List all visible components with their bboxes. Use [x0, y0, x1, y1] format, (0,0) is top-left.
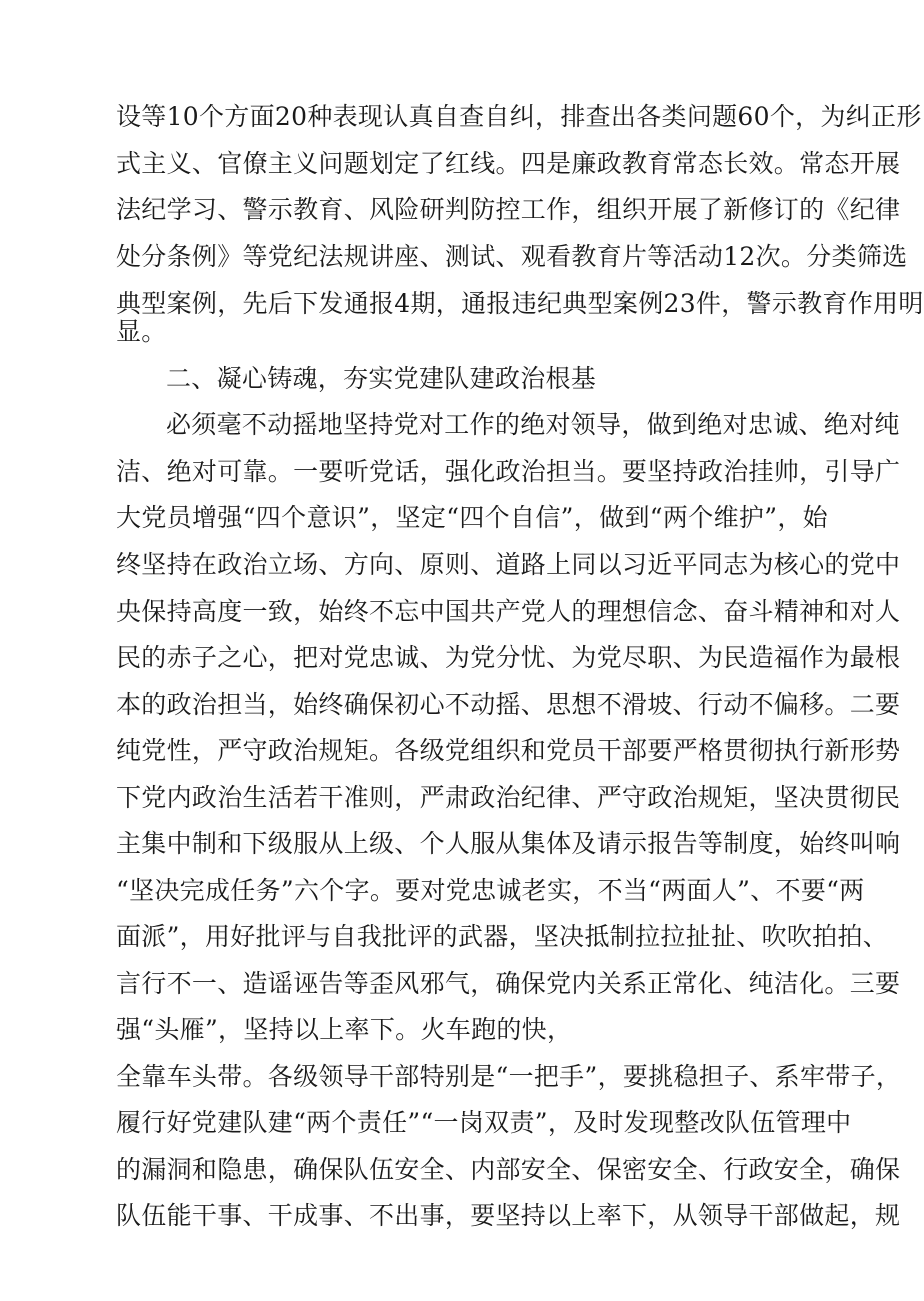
body-line-23: 履行好党建队建“两个责任”“一岗双责”，及时发现整改队伍管理中 [116, 1108, 852, 1137]
section-heading: 二、凝心铸魂，夯实党建队建政治根基 [166, 364, 597, 393]
body-line-11: 终坚持在政治立场、方向、原则、道路上同以习近平同志为核心的党中 [116, 550, 901, 579]
body-line-21: 强“头雁”，坚持以上率下。火车跑的快， [116, 1015, 573, 1044]
body-line-15: 纯党性，严守政治规矩。各级党组织和党员干部要严格贯彻执行新形势 [116, 736, 901, 765]
body-line-1: 设等10个方面20种表现认真自查自纠，排查出各类问题60个，为纠正形 [116, 102, 922, 131]
body-line-4: 处分条例》等党纪法规讲座、测试、观看教育片等活动12次。分类筛选 [116, 242, 908, 271]
body-line-5: 典型案例，先后下发通报4期，通报违纪典型案例23件，警示教育作用明 [116, 289, 924, 318]
body-line-24: 的漏洞和隐患，确保队伍安全、内部安全、保密安全、行政安全，确保 [116, 1155, 901, 1184]
body-line-22: 全靠车头带。各级领导干部特别是“一把手”，要挑稳担子、系牢带子， [116, 1062, 902, 1091]
body-line-25: 队伍能干事、干成事、不出事，要坚持以上率下，从领导干部做起，规 [116, 1201, 901, 1230]
body-line-10: 大党员增强“四个意识”，坚定“四个自信”，做到“两个维护”，始 [116, 503, 828, 532]
body-line-12: 央保持高度一致，始终不忘中国共产党人的理想信念、奋斗精神和对人 [116, 597, 901, 626]
body-line-19: 面派”，用好批评与自我批评的武器，坚决抵制拉拉扯扯、吹吹拍拍、 [116, 922, 889, 951]
body-line-6: 显。 [116, 317, 167, 346]
body-line-9: 洁、绝对可靠。一要听党话，强化政治担当。要坚持政治挂帅，引导广 [116, 457, 901, 486]
body-line-18: “坚决完成任务”六个字。要对党忠诚老实，不当“两面人”、不要“两 [116, 876, 865, 905]
body-line-13: 民的赤子之心，把对党忠诚、为党分忧、为党尽职、为民造福作为最根 [116, 643, 901, 672]
body-line-16: 下党内政治生活若干准则，严肃政治纪律、严守政治规矩，坚决贯彻民 [116, 783, 901, 812]
body-line-20: 言行不一、造谣诬告等歪风邪气，确保党内关系正常化、纯洁化。三要 [116, 969, 901, 998]
body-line-14: 本的政治担当，始终确保初心不动摇、思想不滑坡、行动不偏移。二要 [116, 690, 901, 719]
body-line-3: 法纪学习、警示教育、风险研判防控工作，组织开展了新修订的《纪律 [116, 195, 901, 224]
body-line-8: 必须毫不动摇地坚持党对工作的绝对领导，做到绝对忠诚、绝对纯 [166, 410, 900, 439]
body-line-17: 主集中制和下级服从上级、个人服从集体及请示报告等制度，始终叫响 [116, 829, 901, 858]
body-line-2: 式主义、官僚主义问题划定了红线。四是廉政教育常态长效。常态开展 [116, 149, 901, 178]
